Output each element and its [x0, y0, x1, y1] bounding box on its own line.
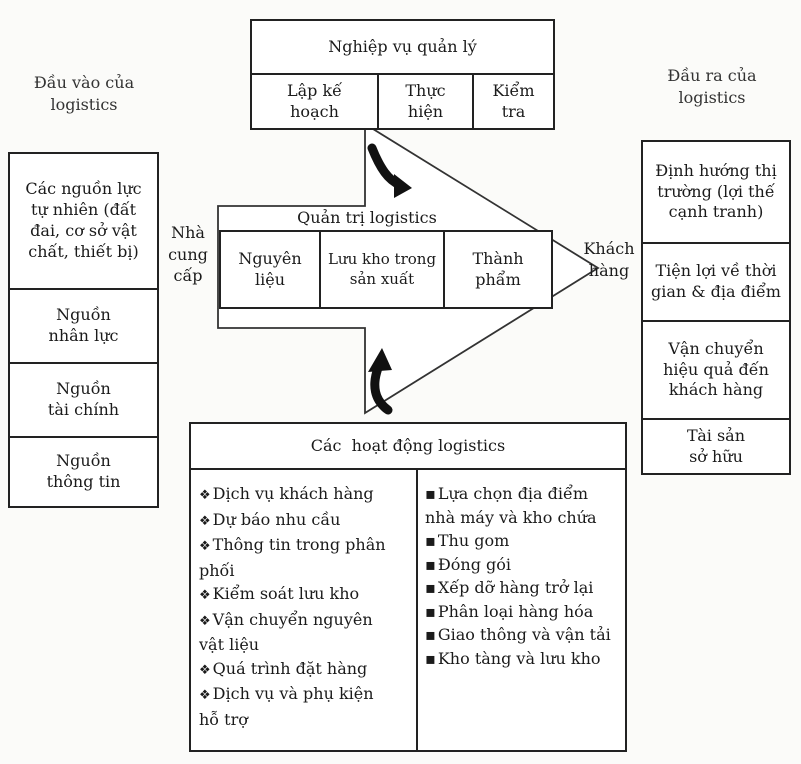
outputs-heading: Đầu ra của logistics: [667, 66, 757, 107]
list-item: ▪ Đóng gói: [425, 553, 625, 577]
list-item: ▪ Phân loại hàng hóa: [425, 600, 625, 624]
list-item: ▪ Thu gom: [425, 529, 625, 553]
input-item-human: Nguồn nhân lực: [48, 305, 119, 345]
list-item: ❖ Thông tin trong phân phối: [199, 533, 411, 582]
output-item-delivery: Vận chuyển hiệu quả đến khách hàng: [663, 338, 769, 400]
management-title: Nghiệp vụ quản lý: [328, 36, 477, 56]
activities-left-list: [199, 482, 411, 731]
activities-title: Các hoạt động logistics: [310, 435, 506, 455]
logistics-management-title: Quản trị logistics: [297, 208, 437, 227]
customer-label: Khách hàng: [583, 239, 635, 280]
logistics-item-products: Thành phẩm: [472, 248, 524, 289]
management-item-plan: Lập kế hoạch: [286, 80, 343, 121]
input-item-finance: Nguồn tài chính: [47, 379, 120, 419]
list-item: ❖ Dự báo nhu cầu: [199, 508, 411, 534]
outputs-box: [641, 140, 791, 475]
output-item-assets: Tài sản sở hữu: [686, 425, 745, 466]
inputs-box: [8, 152, 159, 508]
inputs-heading: Đầu vào của logistics: [33, 73, 135, 114]
logistics-item-storage: Lưu kho trong sản xuất: [327, 250, 437, 288]
list-item: ▪ Kho tàng và lưu kho: [425, 647, 625, 671]
list-item: ▪ Xếp dỡ hàng trở lại: [425, 576, 625, 600]
output-item-market: Định hướng thị trường (lợi thế cạnh tranh): [655, 160, 777, 222]
logistics-management-box: [219, 230, 553, 309]
list-item: ▪ Lựa chọn địa điểm nhà máy và kho chứa: [425, 482, 625, 529]
output-item-convenience: Tiện lợi về thời gian & địa điểm: [651, 261, 781, 301]
list-item: ▪ Giao thông và vận tải: [425, 623, 625, 647]
list-item: ❖ Kiểm soát lưu kho: [199, 582, 411, 608]
supplier-label: Nhà cung cấp: [168, 223, 208, 286]
activities-right-list: [425, 482, 625, 670]
management-item-control: Kiểm tra: [492, 80, 535, 121]
activities-box: [189, 422, 627, 752]
input-item-natural: Các nguồn lực tự nhiên (đất đai, cơ sở vật chất, thiết bị): [25, 179, 142, 261]
management-item-execute: Thực hiện: [405, 80, 446, 121]
management-box: [250, 19, 555, 130]
list-item: ❖ Dịch vụ khách hàng: [199, 482, 411, 508]
input-item-information: Nguồn thông tin: [46, 451, 121, 491]
list-item: ❖ Quá trình đặt hàng: [199, 657, 411, 683]
logistics-item-materials: Nguyên liệu: [238, 248, 302, 289]
list-item: ❖ Dịch vụ và phụ kiện hỗ trợ: [199, 682, 411, 731]
list-item: ❖ Vận chuyển nguyên vật liệu: [199, 608, 411, 657]
